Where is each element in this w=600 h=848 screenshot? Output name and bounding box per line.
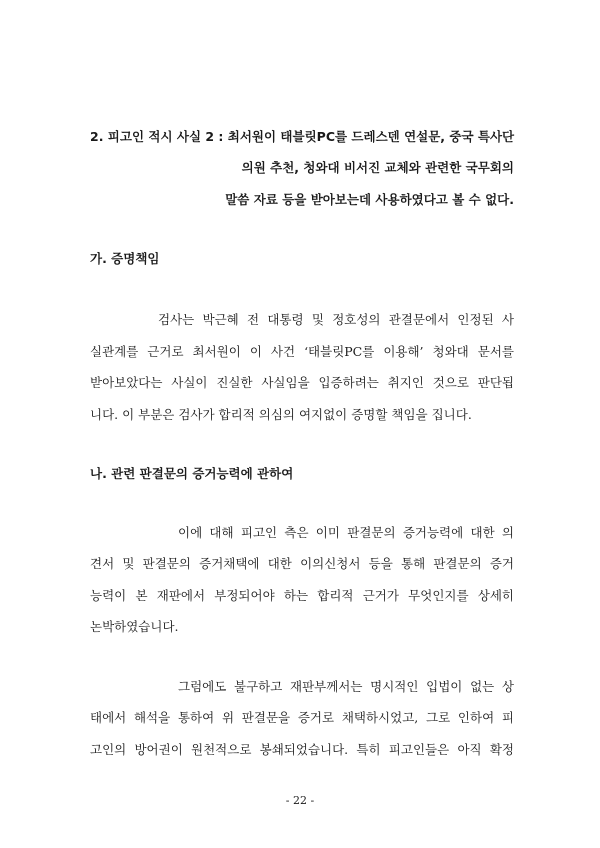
heading-line-2: 의원 추천, 청와대 비서진 교체와 관련한 국무회의 [241,160,514,175]
section-b-para1-line-3: 능력이 본 재판에서 부정되어야 하는 합리적 근거가 무엇인지를 상세히 [90,588,514,603]
section-a-line-3: 받아보았다는 사실이 진실한 사실임을 입증하려는 취지인 것으로 판단됩 [90,375,514,390]
heading-line-3: 말씀 자료 등을 받아보는데 사용하였다고 볼 수 없다. [225,192,514,207]
section-b-para2-line-2: 태에서 해석을 통하여 위 판결문을 증거로 채택하시었고, 그로 인하여 피 [90,710,514,725]
section-a-line-4: 니다. 이 부분은 검사가 합리적 의심의 여지없이 증명할 책임을 집니다. [90,407,472,422]
section-b-title: 나. 관련 판결문의 증거능력에 관하여 [90,466,294,481]
section-a-title: 가. 증명책임 [90,251,160,266]
section-a-line-2: 실관계를 근거로 최서원이 이 사건 ‘태블릿PC를 이용해’ 청와대 문서를 [90,344,514,359]
section-b-para2-line-3: 고인의 방어권이 원천적으로 봉쇄되었습니다. 특히 피고인들은 아직 확정 [90,742,514,757]
section-b-para1-line-4: 논박하였습니다. [90,619,179,634]
section-b-para2-line-1: 그럼에도 불구하고 재판부께서는 명시적인 입법이 없는 상 [178,679,514,694]
section-b-para1-line-1: 이에 대해 피고인 측은 이미 판결문의 증거능력에 대한 의 [178,525,514,540]
section-a-line-1: 검사는 박근혜 전 대통령 및 정호성의 관결문에서 인정된 사 [158,312,514,327]
page-number: - 22 - [285,794,315,807]
section-b-para1-line-2: 견서 및 판결문의 증거채택에 대한 이의신청서 등을 통해 판결문의 증거 [90,556,514,571]
heading-line-1: 2. 피고인 적시 사실 2 : 최서원이 태블릿PC를 드레스덴 연설문, 중국 특사단 [90,129,515,144]
